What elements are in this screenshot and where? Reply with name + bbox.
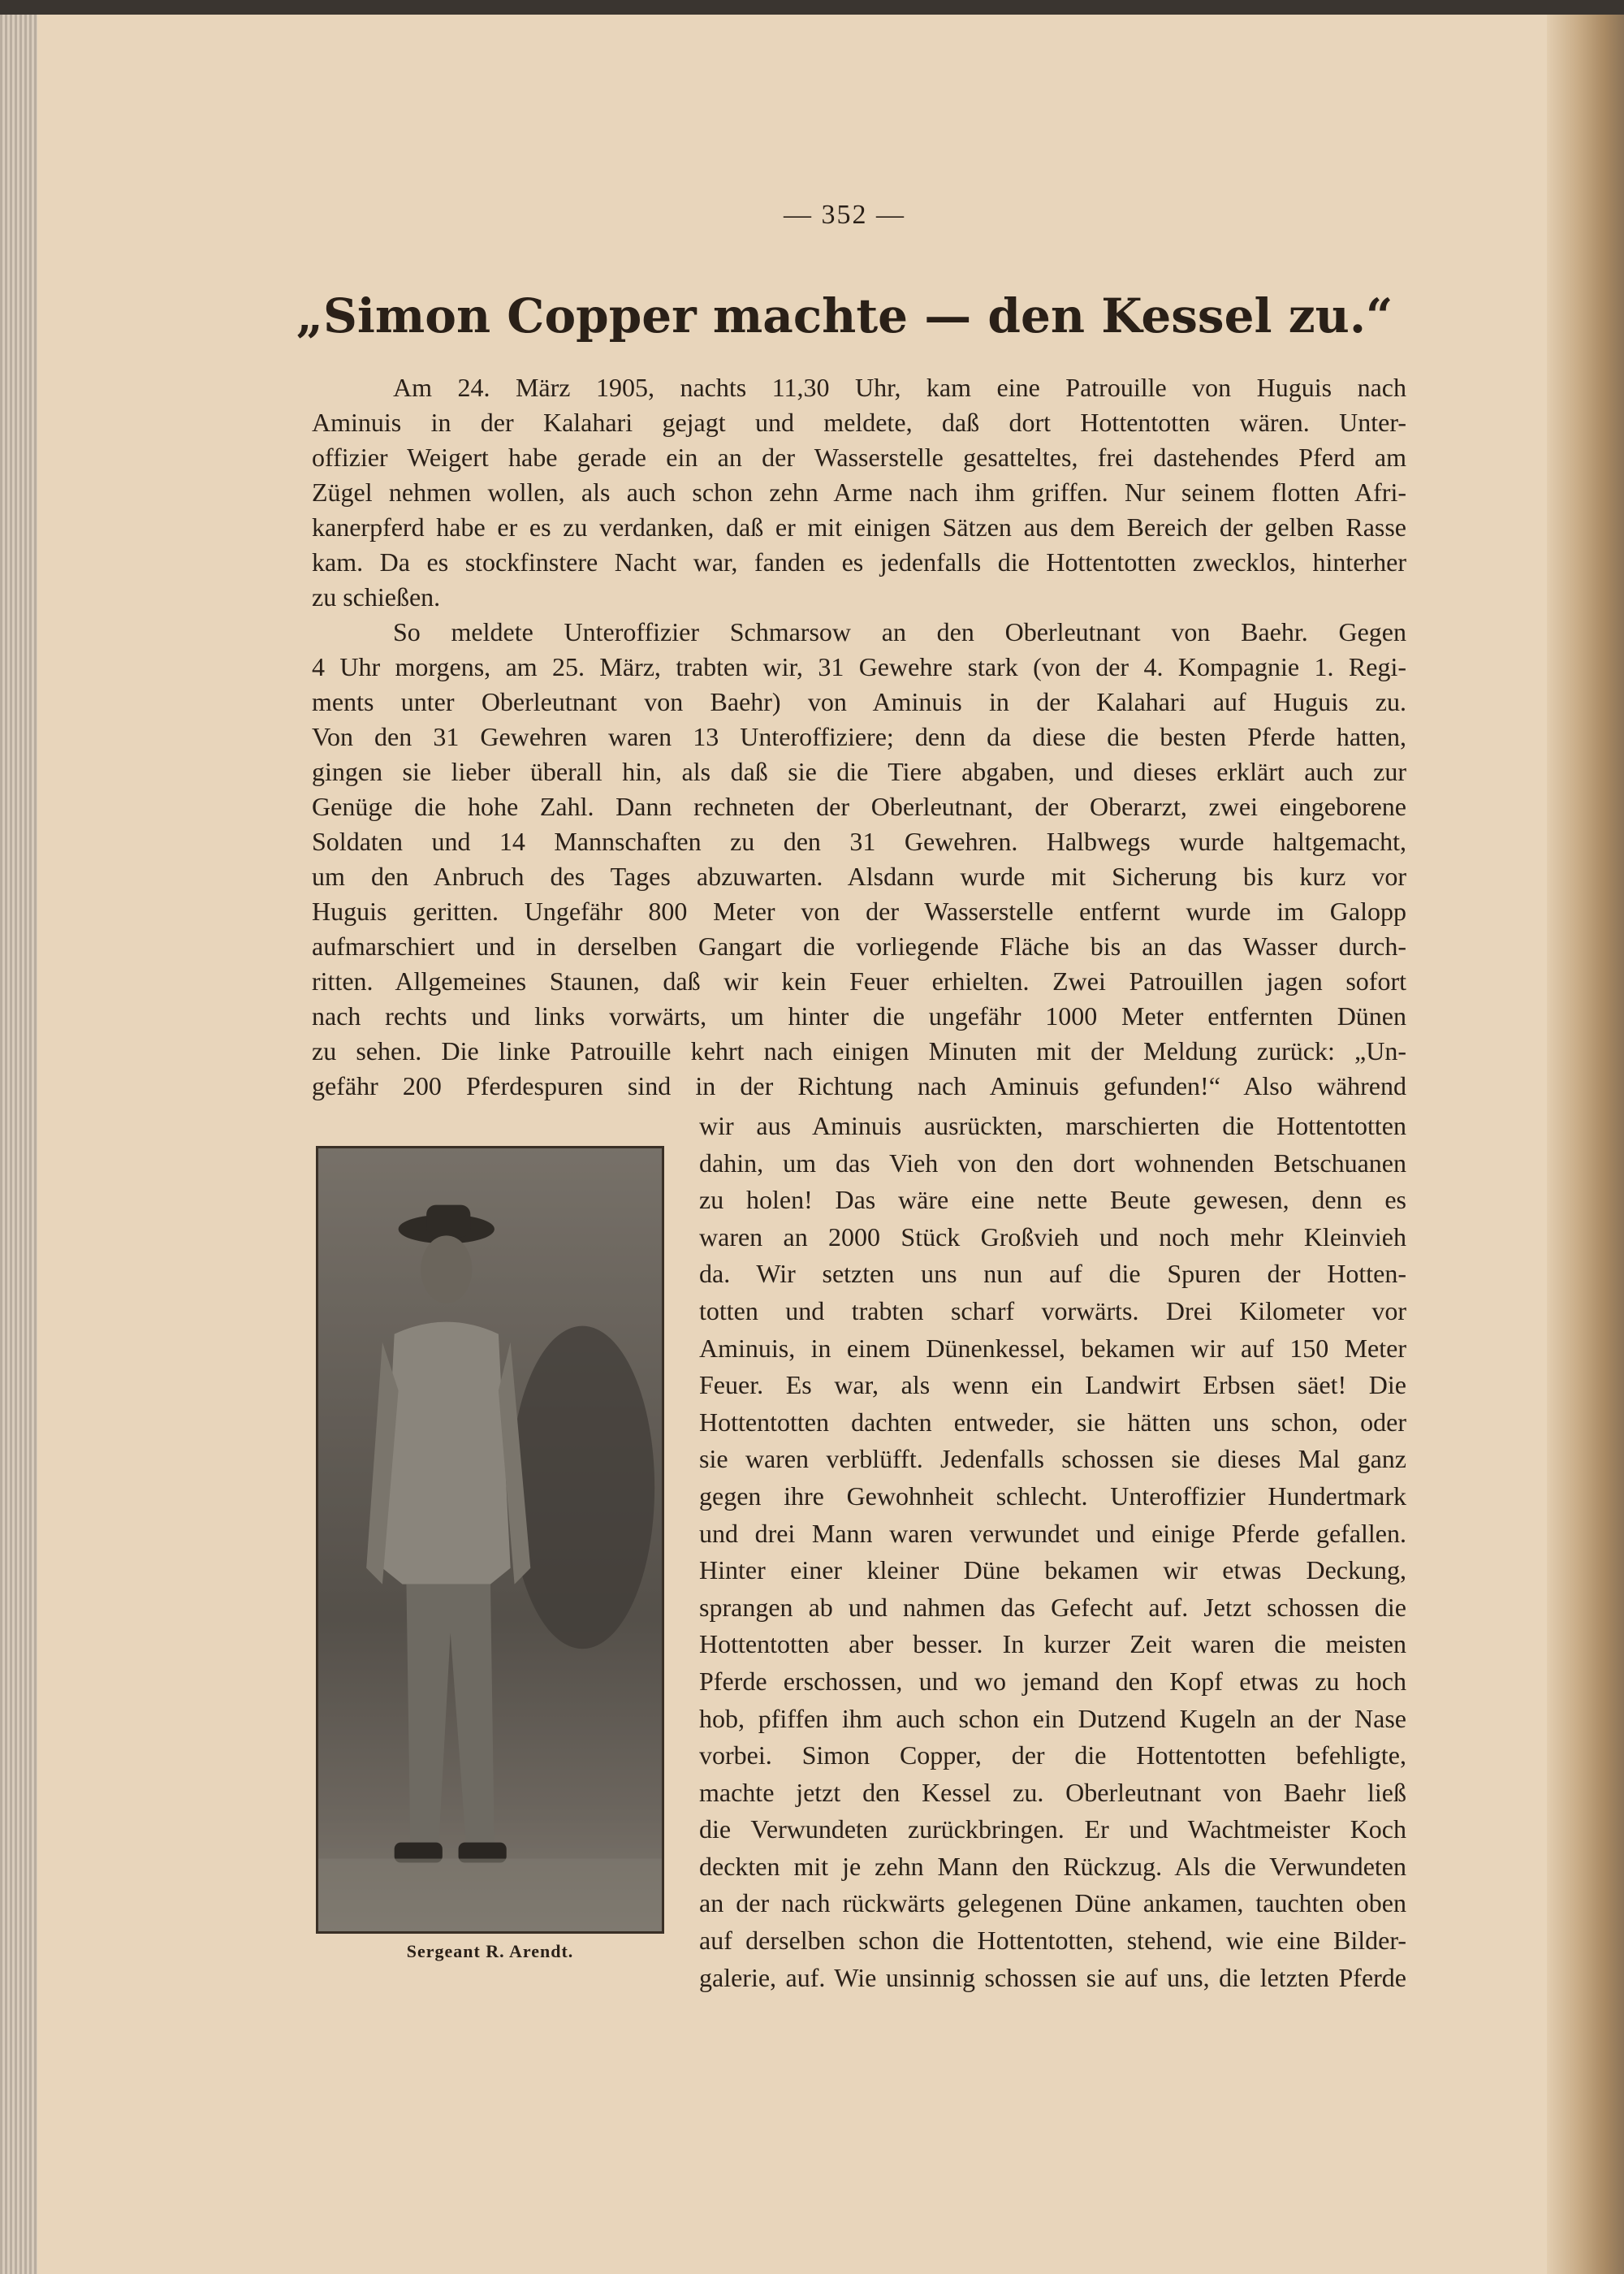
text-line: Genüge die hohe Zahl. Dann rechneten der Oberleutnant, der Oberarzt, zwei eingeborene [312, 792, 1406, 821]
text-line: dahin, um das Vieh von den dort wohnenden Betschuanen [699, 1148, 1406, 1178]
body-text-full-width [312, 370, 1406, 1104]
text-line: nach rechts und links vorwärts, um hinter die ungefähr 1000 Meter entfernten Dünen [312, 1001, 1406, 1031]
text-line: 4 Uhr morgens, am 25. März, trabten wir, 31 Gewehre stark (von der 4. Kompagnie 1. Regi- [312, 652, 1406, 681]
body-text-beside-photo [699, 1108, 1406, 1996]
soldier-figure-image [318, 1148, 662, 1931]
text-line: Aminuis in der Kalahari gejagt und meldete, daß dort Hottentotten wären. Unter- [312, 408, 1406, 437]
text-line: deckten mit je zehn Mann den Rückzug. Als die Verwundeten [699, 1851, 1406, 1881]
text-line: Soldaten und 14 Mannschaften zu den 31 Gewehren. Halbwegs wurde haltgemacht, [312, 827, 1406, 856]
text-line: Von den 31 Gewehren waren 13 Unteroffiziere; denn da diese die besten Pferde hatten, [312, 722, 1406, 751]
text-line: Zügel nehmen wollen, als auch schon zehn Arme nach ihm griffen. Nur seinem flotten Afri- [312, 478, 1406, 507]
text-line: wir aus Aminuis ausrückten, marschierten die Hottentotten [699, 1111, 1406, 1140]
text-line: vorbei. Simon Copper, der die Hottentotten befehligte, [699, 1740, 1406, 1770]
text-line: Pferde erschossen, und wo jemand den Kopf etwas zu hoch [699, 1666, 1406, 1696]
text-line: an der nach rückwärts gelegenen Düne ankamen, tauchten oben [699, 1888, 1406, 1918]
page-number: — 352 — [784, 200, 905, 230]
text-line: waren an 2000 Stück Großvieh und noch mehr Kleinvieh [699, 1221, 1406, 1252]
text-line: gefähr 200 Pferdespuren sind in der Richtung nach Aminuis gefunden!“ Also während [312, 1071, 1406, 1100]
text-line: Huguis geritten. Ungefähr 800 Meter von der Wasserstelle entfernt wurde im Galopp [312, 897, 1406, 926]
portrait-photo [316, 1146, 664, 1934]
book-gutter-shadow-right [1547, 15, 1624, 2274]
text-line: da. Wir setzten uns nun auf die Spuren der Hotten- [699, 1259, 1406, 1289]
text-line: So meldete Unteroffizier Schmarsow an den Oberleutnant von Baehr. Gegen [393, 617, 1406, 646]
text-line: Hinter einer kleiner Düne bekamen wir etwas Deckung, [699, 1555, 1406, 1585]
text-line: ritten. Allgemeines Staunen, daß wir kein Feuer erhielten. Zwei Patrouillen jagen sofort [312, 966, 1406, 996]
text-line: hob, pfiffen ihm auch schon ein Dutzend Kugeln an der Nase [699, 1703, 1406, 1733]
text-line: zu holen! Das wäre eine nette Beute gewesen, denn es [699, 1185, 1406, 1215]
text-line: Am 24. März 1905, nachts 11,30 Uhr, kam eine Patrouille von Huguis nach [393, 373, 1406, 402]
text-line: sie waren verblüfft. Jedenfalls schossen sie dieses Mal ganz [699, 1444, 1406, 1474]
text-line: ments unter Oberleutnant von Baehr) von Aminuis in der Kalahari auf Huguis zu. [312, 687, 1406, 716]
text-line: Feuer. Es war, als wenn ein Landwirt Erbsen säet! Die [699, 1370, 1406, 1400]
text-line: Hottentotten dachten entweder, sie hätten uns schon, oder [699, 1407, 1406, 1437]
text-line: kam. Da es stockfinstere Nacht war, fanden es jedenfalls die Hottentotten zwecklos, hinterher [312, 547, 1406, 577]
scan-top-edge [0, 0, 1624, 15]
text-line: Aminuis, in einem Dünenkessel, bekamen wir auf 150 Meter [699, 1333, 1406, 1363]
text-line: gingen sie lieber überall hin, als daß sie die Tiere abgaben, und dieses erklärt auch zur [312, 757, 1406, 786]
text-line: zu sehen. Die linke Patrouille kehrt nach einigen Minuten mit der Meldung zurück: „Un- [312, 1036, 1406, 1066]
text-line: um den Anbruch des Tages abzuwarten. Alsdann wurde mit Sicherung bis kurz vor [312, 862, 1406, 891]
text-line: totten und trabten scharf vorwärts. Drei Kilometer vor [699, 1295, 1406, 1325]
text-line: kanerpferd habe er es zu verdanken, daß er mit einigen Sätzen aus dem Bereich der gelben Rasse [312, 512, 1406, 542]
text-line: und drei Mann waren verwundet und einige Pferde gefallen. [699, 1518, 1406, 1548]
text-line: offizier Weigert habe gerade ein an der Wasserstelle gesatteltes, frei dastehendes Pferd am [312, 443, 1406, 472]
text-line: auf derselben schon die Hottentotten, stehend, wie eine Bilder- [699, 1926, 1406, 1956]
text-line: machte jetzt den Kessel zu. Oberleutnant von Baehr ließ [699, 1777, 1406, 1807]
text-line: die Verwundeten zurückbringen. Er und Wachtmeister Koch [699, 1814, 1406, 1844]
text-line: zu schießen. [312, 582, 441, 612]
photo-caption: Sergeant R. Arendt. [406, 1941, 574, 1961]
article-title: „Simon Copper machte — den Kessel zu.“ [296, 288, 1393, 344]
text-line: aufmarschiert und in derselben Gangart die vorliegende Fläche bis an das Wasser durch- [312, 932, 1406, 961]
text-line: Hottentotten aber besser. In kurzer Zeit waren die meisten [699, 1629, 1406, 1659]
text-line: sprangen ab und nahmen das Gefecht auf. Jetzt schossen die [699, 1592, 1406, 1622]
text-line: galerie, auf. Wie unsinnig schossen sie auf uns, die letzten Pferde [699, 1962, 1406, 1992]
text-line: gegen ihre Gewohnheit schlecht. Unteroffizier Hundertmark [699, 1481, 1406, 1511]
book-page-edges-left [0, 15, 37, 2274]
